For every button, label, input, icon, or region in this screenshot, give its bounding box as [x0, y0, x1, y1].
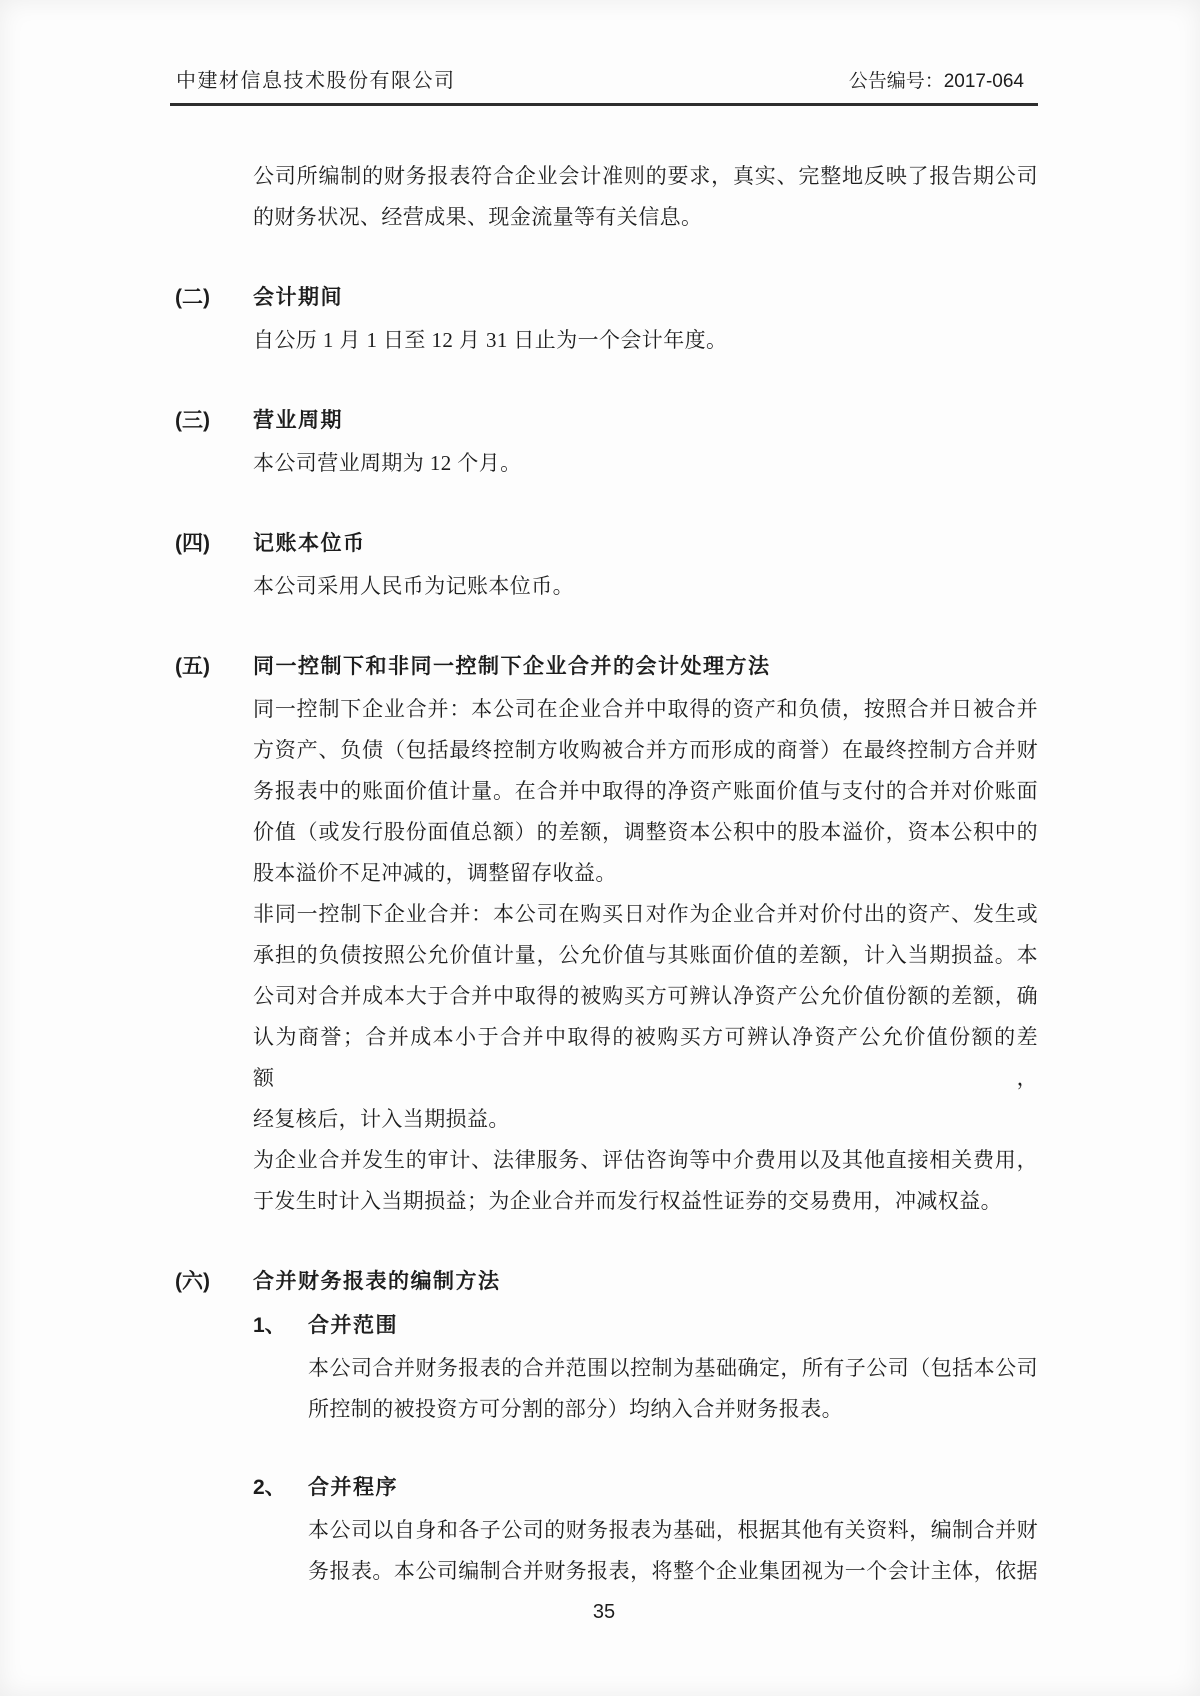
paragraph	[253, 320, 1038, 361]
text-line: 为企业合并发生的审计、法律服务、评估咨询等中介费用以及其他直接相关费用，	[253, 1148, 1038, 1172]
subsection-title: 合并程序	[308, 1476, 398, 1499]
text-line: 股本溢价不足冲减的，调整留存收益。	[253, 861, 617, 885]
text-line: 同一控制下企业合并：本公司在企业合并中取得的资产和负债，按照合并日被合并	[253, 697, 1038, 721]
intro-paragraph	[170, 156, 1038, 238]
text-line: 承担的负债按照公允价值计量，公允价值与其账面价值的差额，计入当期损益。本	[253, 943, 1038, 967]
text-line: 于发生时计入当期损益；为企业合并而发行权益性证券的交易费用，冲减权益。	[253, 1189, 1002, 1213]
text-line: 方资产、负债（包括最终控制方收购被合并方而形成的商誉）在最终控制方合并财	[253, 738, 1038, 762]
section	[170, 522, 1038, 607]
section-label: (四)	[175, 532, 210, 555]
section-title: 会计期间	[253, 286, 343, 309]
text-line: 所控制的被投资方可分割的部分）均纳入合并财务报表。	[308, 1397, 843, 1421]
paragraph	[253, 156, 1038, 238]
text-line: 非同一控制下企业合并：本公司在购买日对作为企业合并对价付出的资产、发生或	[253, 902, 1038, 926]
paragraph	[308, 1510, 1038, 1592]
paragraph	[253, 1140, 1038, 1222]
subsection-title: 合并范围	[308, 1314, 398, 1337]
text-line: 务报表中的账面价值计量。在合并中取得的净资产账面价值与支付的合并对价账面	[253, 779, 1038, 803]
page-footer	[170, 1592, 1038, 1633]
text-line: 经复核后，计入当期损益。	[253, 1107, 510, 1131]
paragraph	[308, 1348, 1038, 1430]
subsection-number: 2、	[253, 1476, 286, 1499]
section-title: 营业周期	[253, 409, 343, 432]
section-label: (三)	[175, 409, 210, 432]
page-number: 35	[592, 1601, 616, 1623]
paragraph	[253, 689, 1038, 894]
announcement-number: 公告编号：2017-064	[848, 71, 1024, 92]
company-name: 中建材信息技术股份有限公司	[176, 70, 456, 92]
text-line: 本公司以自身和各子公司的财务报表为基础，根据其他有关资料，编制合并财	[308, 1518, 1038, 1542]
section-label: (六)	[175, 1270, 210, 1293]
section-label: (二)	[175, 286, 210, 309]
paragraph	[253, 894, 1038, 1140]
paragraph	[253, 443, 1038, 484]
section-body	[253, 320, 1038, 361]
paragraph	[253, 566, 1038, 607]
section-title: 合并财务报表的编制方法	[253, 1270, 501, 1293]
text-line: 本公司采用人民币为记账本位币。	[253, 574, 574, 598]
text-line: 价值（或发行股份面值总额）的差额，调整资本公积中的股本溢价，资本公积中的	[253, 820, 1038, 844]
section-body	[253, 566, 1038, 607]
sections	[170, 276, 1038, 1592]
text-line: 务报表。本公司编制合并财务报表，将整个企业集团视为一个会计主体，依据	[308, 1559, 1038, 1583]
subsection	[253, 1466, 1038, 1592]
text-line: 公司所编制的财务报表符合企业会计准则的要求，真实、完整地反映了报告期公司	[253, 164, 1038, 188]
text-line: 本公司营业周期为 12 个月。	[253, 451, 522, 475]
section-body	[253, 1304, 1038, 1592]
text-line: 认为商誉；合并成本小于合并中取得的被购买方可辨认净资产公允价值份额的差额，	[253, 1025, 1038, 1090]
section-body	[253, 443, 1038, 484]
section	[170, 399, 1038, 484]
section-title: 同一控制下和非同一控制下企业合并的会计处理方法	[253, 655, 771, 678]
text-line: 的财务状况、经营成果、现金流量等有关信息。	[253, 205, 703, 229]
section-title: 记账本位币	[253, 532, 366, 555]
section	[170, 1260, 1038, 1592]
text-line: 公司对合并成本大于合并中取得的被购买方可辨认净资产公允价值份额的差额，确	[253, 984, 1038, 1008]
page-header	[170, 0, 1038, 106]
section-label: (五)	[175, 655, 210, 678]
section-body	[253, 689, 1038, 1222]
subsection-number: 1、	[253, 1314, 286, 1337]
subsection	[253, 1304, 1038, 1430]
text-line: 自公历 1 月 1 日至 12 月 31 日止为一个会计年度。	[253, 328, 728, 352]
section	[170, 276, 1038, 361]
section	[170, 645, 1038, 1222]
text-line: 本公司合并财务报表的合并范围以控制为基础确定，所有子公司（包括本公司	[308, 1356, 1038, 1380]
